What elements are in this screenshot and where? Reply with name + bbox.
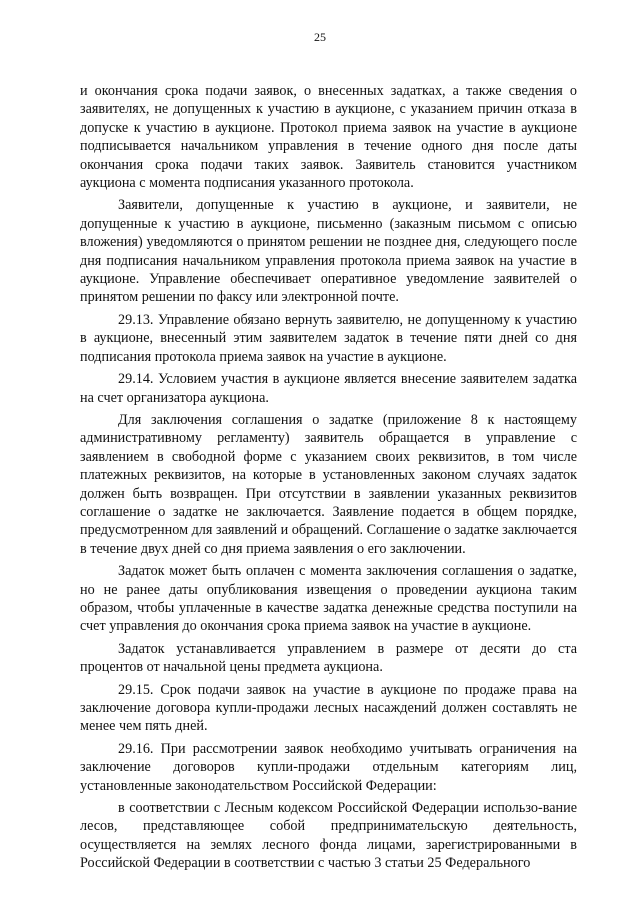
paragraph-1: и окончания срока подачи заявок, о внесенных задатках, а также сведения о заявителях, не допущенных к участию в аукционе, с указанием причин отказа в допуске к участию в аукционе. Протокол приема заявок на участие в аукционе подписывается начальником управления в течение одного дня после даты окончания срока подачи таких заявок. Заявитель становится участником аукциона с момента подписания указанного протокола. (80, 83, 577, 192)
paragraph-deposit-amount: Задаток устанавливается управлением в размере от десяти до ста процентов от начальной цены предмета аукциона. (80, 640, 577, 676)
paragraph-deposit-agreement: Для заключения соглашения о задатке (приложение 8 к настоящему административному регламенту) заявитель обращается в управление с заявлением в свободной форме с указанием своих реквизитов, в том числе платежных реквизитов, на которые в установленных законом случаях задаток должен быть возвращен. При отсутствии в заявлении указанных реквизитов соглашение о задатке не заключается. Заявление подается в общем порядке, предусмотренном для заявлений и обращений. Соглашение о задатке заключается в течение двух дней со дня приема заявления о его заключении. (80, 411, 577, 557)
document-body (80, 82, 577, 877)
paragraph-deposit-payment: Задаток может быть оплачен с момента заключения соглашения о задатке, но не ранее даты опубликования извещения о проведении аукциона таким образом, чтобы уплаченные в качестве задатка денежные средства поступили на счет управления до окончания срока приема заявок на участие в аукционе. (80, 563, 577, 635)
paragraph-2: Заявители, допущенные к участию в аукционе, и заявители, не допущенные к участию в аукционе, письменно (заказным письмом с описью вложения) уведомляются о принятом решении не позднее дня, следующего после дня подписания начальником управления протокола приема заявок на участие в аукционе. Управление обеспечивает оперативное уведомление заявителей о принятом решении по факсу или электронной почте. (80, 197, 577, 306)
page-number: 25 (314, 30, 326, 44)
paragraph-29-14: 29.14. Условием участия в аукционе является внесение заявителем задатка на счет организатора аукциона. (80, 371, 577, 406)
paragraph-29-13: 29.13. Управление обязано вернуть заявителю, не допущенному к участию в аукционе, внесенный этим заявителем задаток в течение пяти дней со дня подписания протокола приема заявок на участие в аукционе. (80, 311, 577, 365)
paragraph-29-16: 29.16. При рассмотрении заявок необходимо учитывать ограничения на заключение договоров купли-продажи отдельным категориям лиц, установленные законодательством Российской Федерации: (80, 740, 577, 794)
paragraph-29-15: 29.15. Срок подачи заявок на участие в аукционе по продаже права на заключение договора купли-продажи лесных насаждений должен составлять не менее чем пять дней. (80, 681, 577, 735)
paragraph-forest-code: в соответствии с Лесным кодексом Российской Федерации использо-вание лесов, представляющее собой предпринимательскую деятельность, осуществляется на землях лесного фонда лицами, зарегистрированными в Российской Федерации в соответствии с частью 3 статьи 25 Федерального (80, 800, 577, 872)
